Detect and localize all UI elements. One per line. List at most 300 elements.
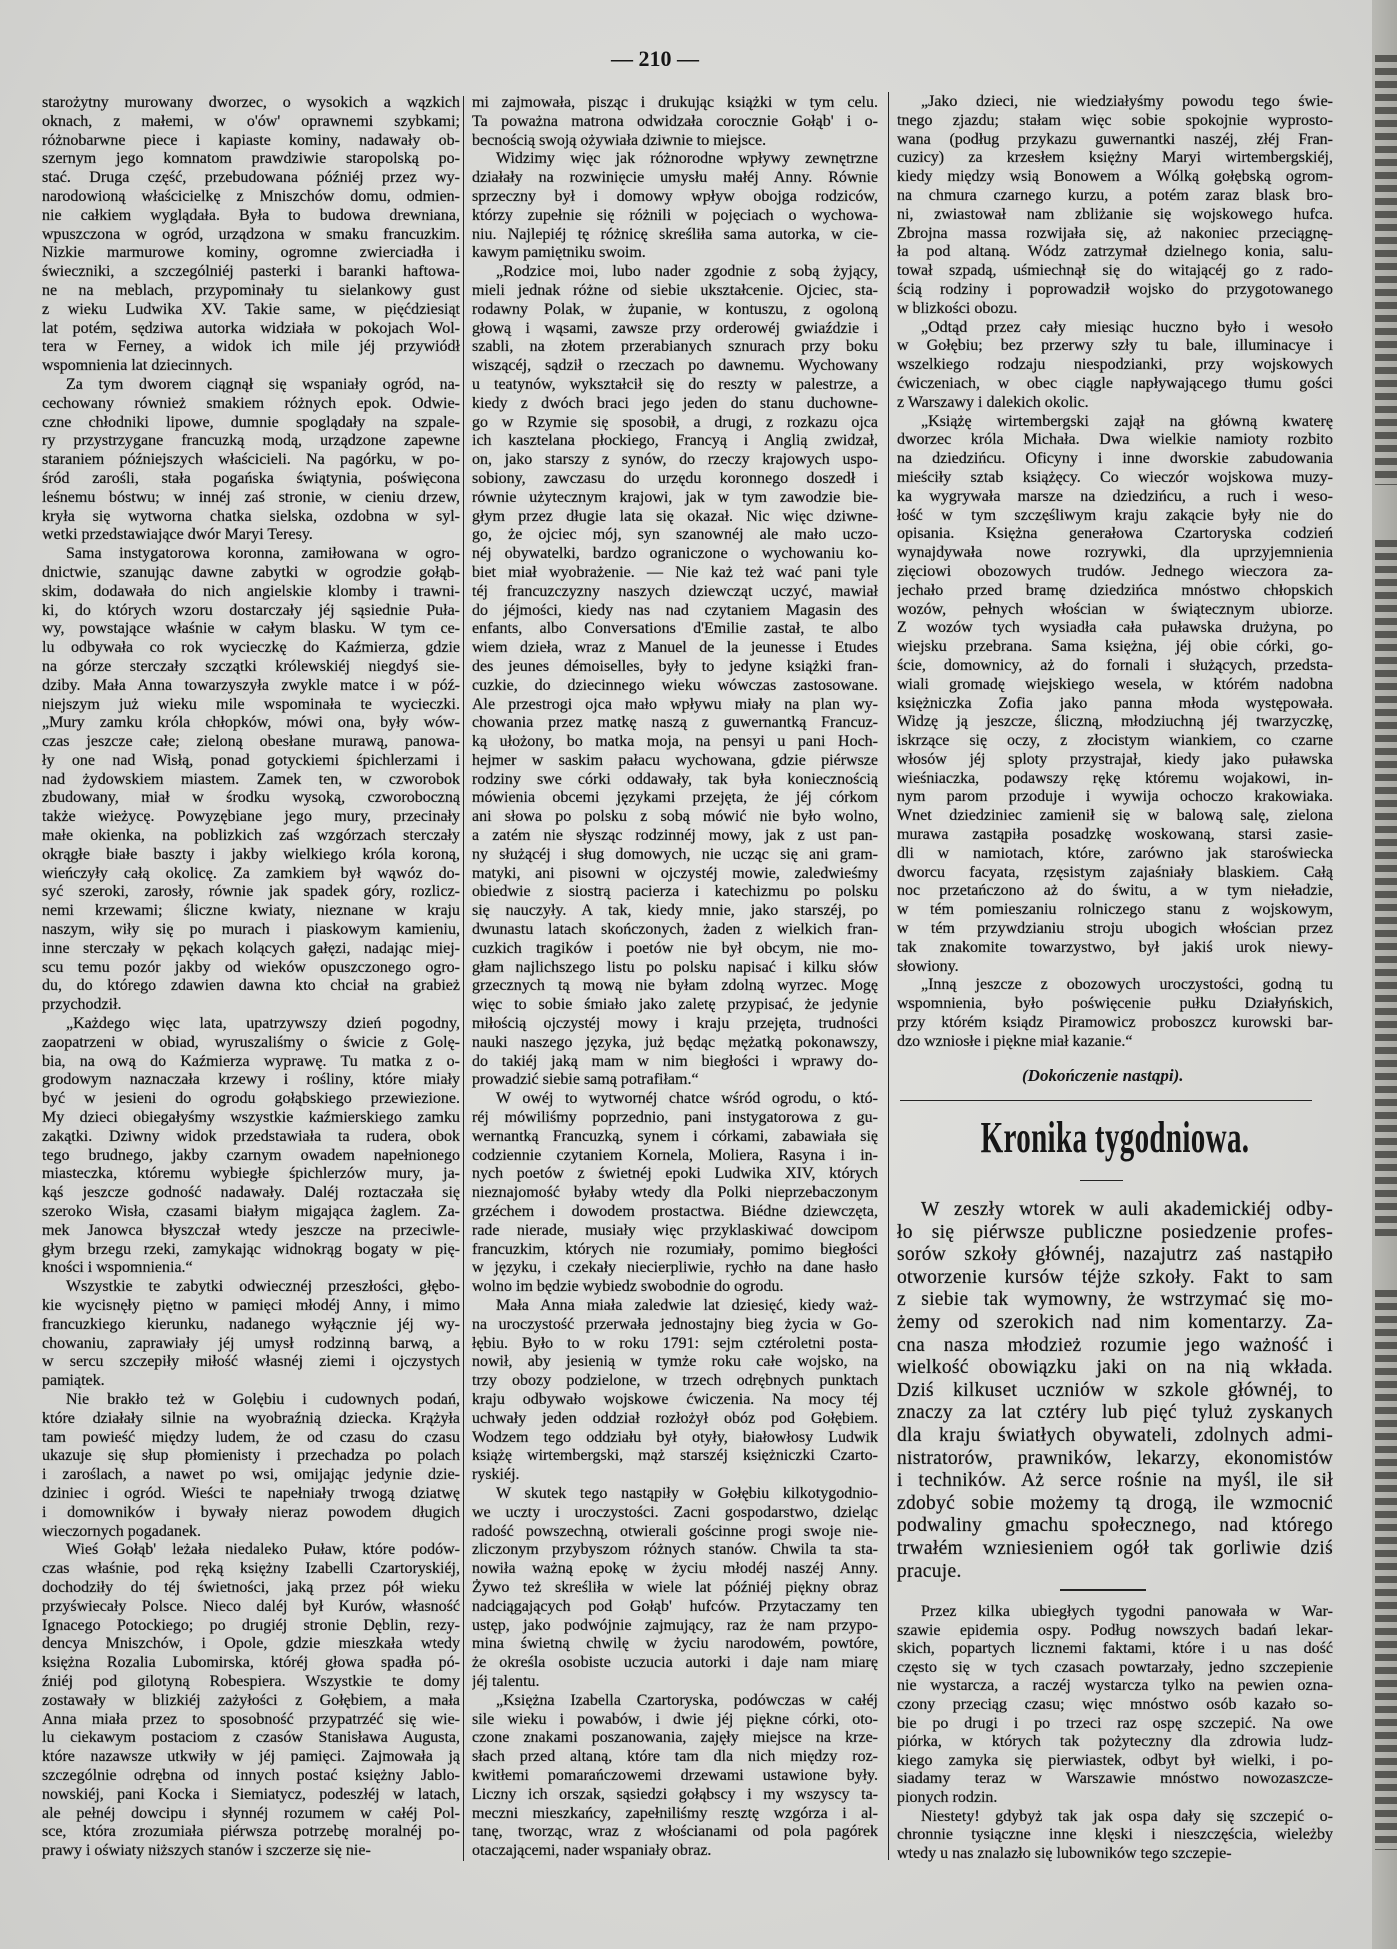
- text-line: jéj talentu.: [472, 1672, 540, 1690]
- text-line: My dzieci obiegałyśmy wszystkie kaźmierskiego zamku: [42, 1109, 460, 1127]
- text-line: tera w Ferney, a widok ich mile jéj przywiódł: [42, 338, 460, 356]
- text-line: nemi krzewami; śliczne kwiaty, nieznane w kraju: [42, 902, 460, 920]
- text-line: ny służącéj i sług domowych, nie ucząc się ani gram-: [472, 845, 878, 863]
- text-line: Zbrojna massa rozwijała się, aż nakoniec przeciągnę-: [897, 224, 1333, 242]
- text-line: „Odtąd przez cały miesiąc huczno było i wesoło: [921, 318, 1333, 336]
- text-line: piórka, w których tak pożyteczny dla zdrowia ludz-: [897, 1733, 1333, 1751]
- text-line: mina świetną chwilę w życiu narodowém, powtóre,: [472, 1635, 878, 1653]
- text-line: czas jeszcze całe; zieloną obesłane murawą, panowa-: [42, 733, 460, 751]
- text-line: ką ułożony, bo matka moja, na pensyi u pani Hoch-: [472, 733, 878, 751]
- text-line: dziby. Mała Anna towarzyszyła zwykle matce i w póź-: [42, 676, 460, 694]
- text-line: mieściły sztab książęcy. Co wieczór wojskowa muzy-: [897, 468, 1333, 486]
- text-line: czony przeciąg czasu; więc mnóstwo osób kazało so-: [897, 1695, 1333, 1713]
- text-line: Anna miała przez to sposobność przypatrzéć się wie-: [42, 1710, 460, 1728]
- column-2: [472, 94, 878, 1861]
- text-line: siadamy teraz w Warszawie mnóstwo nowozaszcze-: [897, 1770, 1333, 1788]
- text-line: prawy i oświaty niższych stanów i szczerze się nie-: [42, 1842, 371, 1860]
- text-line: tam powieść między ludem, że od czasu do czasu: [42, 1428, 460, 1446]
- text-line: wiejsku przebrana. Sama księżna, jéj obie córki, go-: [897, 638, 1333, 656]
- text-line: ka wygrywała marsze na dziedzińcu, a ruch i weso-: [897, 487, 1333, 505]
- text-line: opisania. Księżna generałowa Czartoryska codzień: [897, 525, 1333, 543]
- text-line: nowskiéj, pani Kocka i Siemiatycz, podeszłéj w latach,: [42, 1785, 460, 1803]
- text-line: W skutek tego nastąpiły w Gołębiu kilkotygodnio-: [496, 1484, 878, 1502]
- text-line: ani słowa po polsku z sobą mówić nie było wolno,: [472, 808, 878, 826]
- text-line: hejmer w saskim pałacu wychowana, gdzie piérwsze: [472, 751, 878, 769]
- text-line: sile wieku i powabów, i dwie jéj piękne córki, oto-: [472, 1710, 878, 1728]
- text-line: leśnemu bóstwu; w innéj zaś stronie, w cieniu drzew,: [42, 488, 460, 506]
- text-line: Mała Anna miała zaledwie lat dziesięć, kiedy waż-: [496, 1297, 878, 1314]
- text-line: ćwiczeniach, w obec ciągle napływającego tłumu gości: [897, 374, 1333, 392]
- text-line: starożytny murowany dworzec, o wysokich a wązkich: [42, 94, 460, 111]
- column-divider: [463, 96, 464, 1861]
- text-line: otaczającemi, nader wspaniały obraz.: [472, 1842, 712, 1860]
- paragraph: [897, 1199, 1333, 1583]
- text-line: ustęp, jako podwójnie zajmujący, raz że nam przypo-: [472, 1616, 878, 1634]
- text-line: matyki, ani pisowni w ojczystéj mowie, zaledwieśmy: [472, 864, 878, 882]
- text-line: Nizkie marmurowe kominy, ogromne zwierciadła i: [42, 244, 460, 262]
- text-line: lu ciekawym postaciom z czasów Stanisława Augusta,: [42, 1729, 460, 1747]
- text-line: wiali gromadę wiejskiego wesela, w którém nadobna: [897, 675, 1333, 693]
- text-line: kiedy z dwóch braci jego jeden do stanu duchowne-: [472, 394, 878, 412]
- text-line: nowił, aby jesienią w tymże roku całe wojsko, na: [472, 1353, 878, 1371]
- text-line: ścią rodziny i poprowadził wojsko do przygotowanego: [897, 280, 1333, 298]
- text-line: wy, powstające właśnie w całym blasku. W tym ce-: [42, 620, 460, 638]
- paragraph: [472, 1692, 878, 1861]
- text-line: sobiony, zawczasu do urzędu koronnego doszedł i: [472, 469, 878, 487]
- text-line: mi zajmowała, pisząc i drukując książki w tym celu.: [472, 94, 878, 111]
- page-number-text: — 210 —: [611, 46, 699, 71]
- text-line: skim, dodawała do nich angielskie klomby i trawni-: [42, 582, 460, 600]
- text-line: ryskiéj.: [472, 1466, 520, 1484]
- text-line: w blizkości obozu.: [897, 299, 1018, 317]
- paragraph: [42, 1015, 460, 1278]
- text-line: kawym pamiętniku swoim.: [472, 244, 646, 262]
- text-line: na górze sterczały szczątki królewskiéj niegdyś sie-: [42, 657, 460, 675]
- text-line: Wieś Gołąb' leżała niedaleko Puław, które podów-: [66, 1541, 460, 1559]
- text-line: skich, popartych licznemi faktami, które i u nas dość: [897, 1640, 1333, 1658]
- text-line: małe okienka, na poblizkich zaś wzgórzach sterczały: [42, 827, 460, 845]
- text-line: pionych rodzin.: [897, 1788, 998, 1806]
- text-line: pamiątek.: [42, 1372, 105, 1390]
- text-line: chronnie tysiączne inne klęski i nieszczęścia, wieleżby: [897, 1826, 1333, 1844]
- text-line: szeroko Wisła, czasami białym migająca żaglem. Za-: [42, 1203, 460, 1221]
- text-line: wspomnienia lat dziecinnych.: [42, 357, 233, 375]
- text-line: Ignacego Potockiego; po drugiéj stronie Dęblin, rezy-: [42, 1616, 460, 1634]
- text-line: Wnet dziedziniec zamienił się w balową salę, zielona: [897, 807, 1333, 825]
- paragraph: [472, 1485, 878, 1692]
- paragraph: [42, 1541, 460, 1861]
- text-line: tego brudnego, jakby czarnym owadem napełnionego: [42, 1146, 460, 1164]
- text-line: naszym, wiły się po murach i piaskowym kamieniu,: [42, 921, 460, 939]
- text-line: francuzkiego kierunku, nadanego wyłącznie jéj wy-: [42, 1315, 460, 1333]
- text-line: Niestety! gdybyż tak jak ospa dały się szczepić o-: [921, 1807, 1333, 1825]
- text-line: rodziny swe córki oddawały, tak była koniecznością: [472, 770, 878, 788]
- paragraph: [42, 545, 460, 1015]
- paragraph: [897, 319, 1333, 413]
- text-line: dla kraju światłych obywateli, zdolnych admi-: [897, 1424, 1333, 1446]
- text-line: Dziś kilkuset uczniów w szkole głównéj, to: [897, 1379, 1333, 1401]
- chronicle-items: [897, 1603, 1333, 1863]
- text-line: kie wycisnęły piętno w pamięci młodéj Anny, i mimo: [42, 1297, 460, 1314]
- text-line: bie po drugi i po trzeci raz ospę szczepić. Na owe: [897, 1714, 1333, 1732]
- text-line: „Książę wirtembergski zajął na główną kwaterę: [921, 412, 1333, 430]
- text-line: réj mówiliśmy poprzednio, pani instygatorowa z gu-: [472, 1109, 878, 1127]
- text-line: ście, domownicy, aż do fornali i służących, przedsta-: [897, 656, 1333, 674]
- paragraph: [897, 976, 1333, 1051]
- text-line: prowadzić siebie samą potrafiłam.“: [472, 1071, 699, 1089]
- text-line: we uczty i uroczystości. Zacni gospodarstwo, dzieląc: [472, 1503, 878, 1521]
- text-line: narodowioną właścicielkę z Mniszchów domu, odmien-: [42, 187, 460, 205]
- text-line: jechało przed bramę dziedzińca mnóstwo chłopskich: [897, 581, 1333, 599]
- text-line: wielkość obowiązku jaki on na nią wkłada.: [897, 1357, 1333, 1379]
- text-line: Liczny ich orszak, sąsiedzi gołąbscy i my wszyscy ta-: [472, 1785, 878, 1803]
- paragraph: [472, 1090, 878, 1297]
- text-line: cechowany również smakiem różnych epok. Odwie-: [42, 394, 460, 412]
- text-line: syć szeroki, zarosły, równie jak spadek góry, rozlicz-: [42, 883, 460, 901]
- text-line: książę wirtembergski, mąż starszéj księżniczki Czarto-: [472, 1447, 878, 1465]
- text-line: wszelkiego rodzaju niespodzianki, przy wojskowych: [897, 356, 1333, 374]
- text-line: Żywo też skreśliła w wiele lat późniéj piękny obraz: [472, 1578, 878, 1596]
- text-line: cuzkich tragików i poetów nie był obcym, nie mo-: [472, 939, 878, 957]
- paragraph: [42, 1278, 460, 1391]
- text-line: Nie brakło też w Golębiu i cudownych podań,: [66, 1390, 460, 1408]
- text-line: łębiu. Było to w roku 1791: sejm cztéroletni posta-: [472, 1334, 878, 1352]
- text-line: pracuje.: [897, 1560, 962, 1582]
- paragraph: [472, 94, 878, 150]
- text-line: oknach, z małemi, w o'ów' oprawnemi szybkami;: [42, 112, 460, 130]
- text-line: W owéj to wytwornéj chatce wśród ogrodu, o któ-: [496, 1090, 878, 1108]
- text-line: świeczniki, a szczególniéj pasterki i baranki haftowa-: [42, 263, 460, 281]
- text-line: stać. Druga część, przebudowana późniéj przez wy-: [42, 169, 460, 187]
- text-line: szczególnie odrębna od innych postać księżny Jablo-: [42, 1766, 460, 1784]
- text-line: staraniem późniejszych właścicieli. Na pagórku, w po-: [42, 451, 460, 469]
- text-line: które nazawsze utkwiły w jéj pamięci. Zajmowała ją: [42, 1748, 460, 1766]
- text-line: trzy obozy podzielone, w trzech odrębnych punktach: [472, 1372, 878, 1390]
- text-line: W zeszły wtorek w auli akademickiéj odby-: [921, 1199, 1333, 1220]
- paragraph: [42, 376, 460, 545]
- text-line: Widzimy więc jak różnorodne wpływy zewnętrzne: [496, 150, 878, 168]
- text-line: czone znakami poszanowania, zajęły miejsce na krze-: [472, 1729, 878, 1747]
- text-line: słach przed altaną, które tam dla nich między roz-: [472, 1748, 878, 1766]
- text-line: u teatynów, wykształcił się do reszty w palestrze, a: [472, 375, 878, 393]
- paragraph: [42, 1391, 460, 1541]
- text-line: zliczonym przybyszom różnych stanów. Chwila ta sta-: [472, 1541, 878, 1559]
- text-line: głym brzegu rzeki, zamykając widnokrąg bogaty w pię-: [42, 1240, 460, 1258]
- text-line: nie całkiem wyglądała. Była to budowa drewniana,: [42, 206, 460, 224]
- text-line: ukazuje się słup płomienisty i przechadza po polach: [42, 1447, 460, 1465]
- text-line: ki, do których wzoru dostarczały jéj sąsiednie Puła-: [42, 601, 460, 619]
- text-line: tnego zjazdu; stałam więc sobie spokojnie wyprosto-: [897, 111, 1333, 129]
- text-line: wetki przedstawiające dwór Maryi Teresy.: [42, 526, 313, 544]
- text-line: chowania przez matkę naszą z guwernantką Francuz-: [472, 714, 878, 732]
- text-line: sorów szkoły głównéj, nazajutrz zaś nastąpiło: [897, 1244, 1333, 1266]
- text-line: becnością swoją ożywiała dziwnie to miejsce.: [472, 131, 767, 149]
- text-line: „Każdego więc lata, upatrzywszy dzień pogodny,: [66, 1015, 460, 1033]
- text-line: różnobarwne piece i kapiaste kominy, nadawały ob-: [42, 131, 460, 149]
- text-line: w tém pomieszaniu rolniczego stanu z wojskowym,: [897, 901, 1333, 919]
- text-line: cna nasza młodzież rozumie jego ważność i: [897, 1334, 1333, 1356]
- text-line: także wieżycę. Powyzębiane jego mury, przecinały: [42, 808, 460, 826]
- continuation-note: (Dokończenie nastąpi).: [1022, 1066, 1184, 1085]
- text-line: a zatém nie słysząc rodzinnéj mowy, jak z ust pan-: [472, 827, 878, 845]
- text-line: więc to sobie śmiało jako zaletę przypisać, że jedynie: [472, 996, 878, 1014]
- text-line: z Warszawy i dalekich okolic.: [897, 393, 1089, 411]
- text-line: łość w tym szczęśliwym kraju zakącie były nie do: [897, 506, 1333, 524]
- text-line: niu. Najlepiéj tę różnicę skreśliła sama autorka, w cie-: [472, 225, 878, 243]
- text-line: w Gołębiu; bez przerwy szły tu bale, illuminacye i: [897, 337, 1333, 355]
- text-line: przychodził.: [42, 996, 122, 1014]
- text-line: Sama instygatorowa koronna, zamiłowana w ogro-: [66, 545, 460, 563]
- chronicle-lead: [897, 1199, 1333, 1583]
- text-line: otworzenie kursów téjże szkoły. Fakt to sam: [897, 1266, 1333, 1288]
- text-line: kąś jeszcze godność nadawały. Daléj roztaczała się: [42, 1184, 460, 1202]
- text-line: du, do którego zdawien dawna kto chciał na grabież: [42, 977, 460, 995]
- text-line: codziennie czytaniem Kornela, Moliera, Rasyna i in-: [472, 1146, 878, 1164]
- text-line: często się w tych czasach powtarzały, jedno szczepienie: [897, 1658, 1333, 1676]
- text-line: tanę, tworząc, wraz z włościanami od pola pagórek: [472, 1823, 878, 1841]
- text-line: i zaroślach, a nawet po wsi, omijając jedynie dzie-: [42, 1466, 460, 1484]
- text-line: dziniec i ogród. Wieści te napełniały trwogą dziatwę: [42, 1484, 460, 1502]
- text-line: że określa osobiste uczucia autorki i daje nam miarę: [472, 1654, 878, 1672]
- text-line: czne chłodniki lipowe, dumnie spoglądały na szpale-: [42, 413, 460, 431]
- text-line: głym przez długie lata się okazał. Nic więc dziwne-: [472, 507, 878, 525]
- text-line: chowaniu, zaprawiały jéj umysł rodzinną barwą, a: [42, 1334, 460, 1352]
- text-line: „Rodzice moi, lubo nader zgodnie z sobą żyjący,: [496, 263, 878, 281]
- text-line: cuzicy) za krzesłem księżny Maryi wirtembergskiéj,: [897, 149, 1333, 167]
- text-line: wana (podług przykazu guwernantki naszéj, złéj Fran-: [897, 130, 1333, 148]
- text-line: nad żydowskiem miastem. Zamek ten, w czworobok: [42, 770, 460, 788]
- text-line: które działały silnie na wyobraźnią dziecka. Krążyła: [42, 1409, 460, 1427]
- text-line: kryła się wytworna chatka sielska, ozdobna w syl-: [42, 507, 460, 525]
- text-line: zakątki. Dziwny widok przedstawiała ta rudera, obok: [42, 1127, 460, 1145]
- text-line: kiedy między wsią Bonowem a Wólką gołębską ogrom-: [897, 168, 1333, 186]
- text-line: mówienia obcemi językami przejęta, że jéj córkom: [472, 789, 878, 807]
- text-line: śród zarośli, stała pogańska świątynia, poświęcona: [42, 469, 460, 487]
- text-line: ne na meblach, przypominały tu sielankowy gust: [42, 281, 460, 299]
- text-line: bia, na ową do Kaźmierza wyprawę. Tu matka z o-: [42, 1052, 460, 1070]
- text-line: tak znakomite towarzystwo, był jakiś urok niewy-: [897, 938, 1333, 956]
- text-line: dwunastu latach skończonych, żaden z wielkich fran-: [472, 921, 878, 939]
- text-line: lat potém, sędziwa autorka widziała w pokojach Wol-: [42, 319, 460, 337]
- text-line: noc przetańczono aż do świtu, a w tym nieładzie,: [897, 882, 1333, 900]
- text-line: on, jako starszy z synów, do rzeczy krajowych uspo-: [472, 451, 878, 469]
- text-line: dworcu facyata, rzęsistym zajaśniały blaskiem. Całą: [897, 863, 1333, 881]
- paragraph: [897, 1603, 1333, 1808]
- text-line: na chmura czarnego kurzu, a potém zaraz blask bro-: [897, 186, 1333, 204]
- text-line: nym parom przoduje i wywija ochoczo krakowiaka.: [897, 788, 1333, 806]
- text-line: néj obywatelki, bardzo ograniczone o wychowaniu ko-: [472, 545, 878, 563]
- text-line: „Mury zamku króla chłopków, mówi ona, były wów-: [42, 714, 460, 732]
- text-line: rade nierade, musiały więc przyklaskiwać dowcipom: [472, 1221, 878, 1239]
- text-line: dnictwie, szanując dawne zabytki w ogrodzie gołąb-: [42, 563, 460, 581]
- text-line: szernym jego komnatom prawdziwie staropolską po-: [42, 150, 460, 168]
- paragraph: [897, 413, 1333, 977]
- text-line: słowiony.: [897, 957, 959, 975]
- text-line: Wodzem tego oddziału był otyły, białowłosy Ludwik: [472, 1428, 878, 1446]
- text-line: francuzkim, których nie rozumiały, pomimo biegłości: [472, 1240, 878, 1258]
- text-line: szabli, na złotem przerabianych sznurach przy boku: [472, 338, 878, 356]
- text-line: wpuszczona w ogród, urządzona w smaku francuzkim.: [42, 225, 460, 243]
- text-line: inne sterczały w pękach kolących gałęzi, nadając miej-: [42, 939, 460, 957]
- text-line: go w Rzymie się sposobił, a drugi, z rozkazu ojca: [472, 413, 878, 431]
- text-line: czas właśnie, pod ręką księżny Izabelli Czartoryskiéj,: [42, 1560, 460, 1578]
- text-line: miłością ojczystéj mowy i kraju przejęta, trudności: [472, 1015, 878, 1033]
- text-line: wynajdywała nowe rozrywki, dla uprzyjemnienia: [897, 544, 1333, 562]
- text-line: zostawały w blizkiéj zażyłości z Gołębiem, a mała: [42, 1691, 460, 1709]
- text-line: na dziedzińcu. Oficyny i inne dworskie zabudowania: [897, 450, 1333, 468]
- paragraph: [42, 94, 460, 376]
- text-line: Ale przestrogi ojca mało wpływu miały na plan wy-: [472, 695, 878, 713]
- text-line: „Inną jeszcze z obozowych uroczystości, godną tu: [921, 976, 1333, 994]
- text-line: nistratorów, prawników, lekarzy, ekonomistów: [897, 1447, 1333, 1469]
- text-line: ry przystrzygane francuzką modą, urządzone zapewne: [42, 432, 460, 450]
- text-line: nych poetów z świetnéj epoki Ludwika XIV, których: [472, 1165, 878, 1183]
- text-line: kności i wspomnienia.“: [42, 1259, 193, 1277]
- paragraph: [897, 1808, 1333, 1864]
- text-line: i domowników i bywały nieraz powodem długich: [42, 1503, 460, 1521]
- text-line: wozów, pełnych włościan w świątecznym ubiorze.: [897, 600, 1333, 618]
- text-line: des jeunes démoiselles, były to jedyne książki fran-: [472, 657, 878, 675]
- text-line: księżniczka Zofia jako panna młoda występowała.: [897, 694, 1333, 712]
- text-line: zbudowany, miał w środku wysoką, czworoboczną: [42, 789, 460, 807]
- text-line: działały na rozwinięcie umysłu małéj Anny. Równie: [472, 169, 878, 187]
- text-line: z siebie tak wymowny, że wstrzymać się mo-: [897, 1289, 1333, 1311]
- text-line: włosów jéj sploty przystrajał, kiedy jako puławska: [897, 750, 1333, 768]
- text-line: okrągłe białe baszty i jakby wielkiego króla koroną,: [42, 845, 460, 863]
- text-line: księżna Rozalia Lubomirska, któréj głowa spadła pó-: [42, 1654, 460, 1672]
- text-line: przy którém ksiądz Piramowicz proboszcz kurowski bar-: [897, 1014, 1333, 1032]
- text-line: w sercu szczepiły miłość własnéj ziemi i ojczystych: [42, 1353, 460, 1371]
- text-line: się nauczyły. A tak, kiedy mnie, jako starszéj, po: [472, 902, 878, 920]
- text-line: uchwały jeden oddział rozłożył obóz pod Gołębiem.: [472, 1409, 878, 1427]
- text-line: znaczy za lat cztéry lub pięć tyluż zyskanych: [897, 1402, 1333, 1424]
- column-divider: [888, 92, 889, 1860]
- text-line: Widzę ją jeszcze, śliczną, młodziuchną jéj twarzyczkę,: [897, 713, 1333, 731]
- paragraph: [472, 263, 878, 1090]
- text-line: dzo wzniosłe i piękne miał kazanie.“: [897, 1032, 1133, 1050]
- text-line: „Jako dzieci, nie wiedziałyśmy powodu tego świe-: [921, 93, 1333, 110]
- text-line: mek Janowca błyszczał wtedy jeszcze na przeciwle-: [42, 1221, 460, 1239]
- text-line: grodowym naznaczała krzewy i rośliny, które miały: [42, 1071, 460, 1089]
- text-line: zięciowi obozowych trudów. Jednego wieczora za-: [897, 562, 1333, 580]
- text-line: wieśniaczka, podawszy rękę któremu wojakowi, in-: [897, 769, 1333, 787]
- text-line: wiszącéj, sądził o rzeczach po dawnemu. Wychowany: [472, 357, 878, 375]
- text-line: nauki naszego języka, już będąc mężatką pokonawszy,: [472, 1033, 878, 1051]
- text-line: go, że ojciec mój, syn szanownéj ale mało uczo-: [472, 526, 878, 544]
- text-line: Przez kilka ubiegłych tygodni panowała w War-: [921, 1603, 1333, 1620]
- text-line: przyświecały Polsce. Nieco daléj był Kurów, własność: [42, 1597, 460, 1615]
- text-line: równie użytecznym krajowi, jak w tym zawodzie bie-: [472, 488, 878, 506]
- text-line: na uroczystość przerwała jednostajny bieg życia w Go-: [472, 1315, 878, 1333]
- text-line: zdobyć sobie możemy tą drogą, ile wzmocnić: [897, 1492, 1333, 1514]
- text-line: enfants, albo Conversations d'Emilie zastał, te albo: [472, 620, 878, 638]
- text-line: murawa zastąpiła posadzkę woskowaną, starsi zasie-: [897, 826, 1333, 844]
- text-line: ły one nad Wisłą, ponad gotyckiemi śpichlerzami i: [42, 751, 460, 769]
- text-line: Ta poważna matrona odwidzała corocznie Gołąb' i o-: [472, 112, 878, 130]
- text-line: do jéjmości, kiedy nas nad czytaniem Magasin des: [472, 601, 878, 619]
- text-line: być w jesieni do ogrodu gołąbskiego przewiezione.: [42, 1090, 460, 1108]
- text-line: ale pełnéj dowcipu i słynnéj rozumem w całéj Pol-: [42, 1804, 460, 1822]
- text-line: wtedy u nas znalazło się lubowników tego szczepie-: [897, 1844, 1232, 1862]
- text-line: podwaliny gmachu społecznego, nad którego: [897, 1515, 1333, 1537]
- item-divider: [1060, 1589, 1146, 1591]
- paragraph: [472, 1297, 878, 1485]
- text-line: grzéchem i dowodem prostactwa. Biédne dziewczęta,: [472, 1203, 878, 1221]
- page-number: [590, 46, 720, 72]
- section-heading: Kronika tygodniowa.: [980, 1113, 1250, 1162]
- text-line: wiem dzieła, wraz z Manuel de la jeunesse i Etudes: [472, 639, 878, 657]
- text-line: źniéj pod gilotyną Robespiera. Wszystkie te domy: [42, 1672, 460, 1690]
- text-line: meczni mieszkańcy, zapełniliśmy resztę wzgórza i al-: [472, 1804, 878, 1822]
- text-line: mieli jednak różne od siebie ukształcenie. Ojciec, sta-: [472, 281, 878, 299]
- text-line: wieczornych pogadanek.: [42, 1522, 202, 1540]
- text-line: grzecznych tą mową nie byłam zdolną wyrzec. Mogę: [472, 977, 878, 995]
- text-line: sprzeczny był i domowy wpływ obojga rodziców,: [472, 187, 878, 205]
- text-line: Za tym dworem ciągnął się wspaniały ogród, na-: [66, 375, 460, 393]
- text-line: dochodziły do téj świetności, jaką przez pół wieku: [42, 1578, 460, 1596]
- next-page-edge: [1372, 0, 1397, 1949]
- text-line: w języku, i czekały niecierpliwie, rychło na dane hasło: [472, 1259, 878, 1277]
- text-line: Z wozów tych wysiadła cała puławska drużyna, po: [897, 619, 1333, 637]
- text-line: wieńczyły całą okolicę. Za zamkiem był wąwóz do-: [42, 864, 460, 882]
- text-line: wspomnienia, było poświęcenie pułku Działyńskich,: [897, 995, 1333, 1013]
- column-3: [897, 93, 1333, 1052]
- text-line: nie wystarcza, a raczéj wystarcza tylko na pewien ozna-: [897, 1677, 1333, 1695]
- text-line: trwałém wzniesieniem ogół tak gorliwie dziś: [897, 1537, 1333, 1559]
- text-line: zaopatrzeni w obiad, wyruszaliśmy o świcie z Golę-: [42, 1033, 460, 1051]
- text-line: Wszystkie te zabytki odwiecznéj przeszłości, głębo-: [66, 1278, 460, 1296]
- text-line: dencya Mniszchów, i Opole, gdzie mieszkała wtedy: [42, 1635, 460, 1653]
- text-line: kiego zamyka się pierwiastek, odbyt był wielki, i po-: [897, 1751, 1333, 1769]
- text-line: głową i wąsami, zawsze przy orderowéj gwiaździe i: [472, 319, 878, 337]
- heading-underline: [1080, 1180, 1123, 1181]
- text-line: ło się piérwsze publiczne posiedzenie profes-: [897, 1221, 1333, 1243]
- text-line: cuzkie, do dziecinnego wieku wówczas zastosowane.: [472, 676, 878, 694]
- text-line: tował szpadą, uśmiechnął się do witającéj go z rado-: [897, 262, 1333, 280]
- text-line: kwitłemi pomarańczowemi drzewami ustawione były.: [472, 1766, 878, 1784]
- text-line: iskrzące się oczy, z złocistym wiankiem, co czarne: [897, 732, 1333, 750]
- paragraph: [897, 93, 1333, 319]
- text-line: nieznajomość byłaby wtedy dla Polki nieprzebaczonym: [472, 1184, 878, 1202]
- text-line: biet miał wyobrażenie. — Nie każ też wać pani tyle: [472, 563, 878, 581]
- text-line: niejszym już wieku mile wspominała te wycieczki.: [42, 695, 460, 713]
- text-line: ła pod altaną. Wódz zatrzymał dzielnego konia, salu-: [897, 243, 1333, 261]
- text-line: dworzec króla Michała. Dwa wielkie namioty rozbito: [897, 431, 1333, 449]
- text-line: wernantką Francuzką, synem i córkami, zabawiała się: [472, 1127, 878, 1145]
- text-line: scu temu pozór jakby od wieków opuszczonego ogro-: [42, 958, 460, 976]
- text-line: sce, która zrozumiała piérwsza potrzebę moralnéj po-: [42, 1823, 460, 1841]
- text-line: i techników. Aż serce rośnie na myśl, ile sił: [897, 1470, 1333, 1492]
- text-line: téj francuzczyzny naszych dziewcząt uczyć, mawiał: [472, 582, 878, 600]
- text-line: „Księżna Izabella Czartoryska, podówczas w całéj: [496, 1691, 878, 1709]
- text-line: nowiła ważną epokę w życiu młodéj naszéj Anny.: [472, 1560, 878, 1578]
- text-line: ich kasztelana płockiego, Francyą i Anglią zwidzał,: [472, 432, 878, 450]
- text-line: dli w namiotach, które, zarówno jak staroświecka: [897, 844, 1333, 862]
- text-line: wolno im będzie wybiedz swobodnie do ogrodu.: [472, 1278, 784, 1296]
- text-line: ni, zwiastował nam zbliżanie się wojskowego hufca.: [897, 205, 1333, 223]
- text-line: głam najlichszego listu po polsku napisać i kilku słów: [472, 958, 878, 976]
- text-line: z wieku Ludwika XV. Takie same, w pięćdziesiąt: [42, 300, 460, 318]
- text-line: którzy zupełnie się różnili w pojęciach o wychowa-: [472, 206, 878, 224]
- text-line: lu odbywała co rok wycieczkę do Kaźmierza, gdzie: [42, 639, 460, 657]
- text-line: do takiéj jaką mam w nim biegłości i wprawy do-: [472, 1052, 878, 1070]
- text-line: miasteczka, któremu wybiegłe śpichlerzów mury, ja-: [42, 1165, 460, 1183]
- section-divider: [900, 1100, 1312, 1101]
- text-line: żemy od szerokich nad nim komentarzy. Za-: [897, 1311, 1333, 1333]
- column-1: [42, 94, 460, 1861]
- text-line: nadciągających pod Gołąb' hufców. Przytaczamy ten: [472, 1597, 878, 1615]
- text-line: kraju odbywało wojskowe ćwiczenia. Na mocy téj: [472, 1390, 878, 1408]
